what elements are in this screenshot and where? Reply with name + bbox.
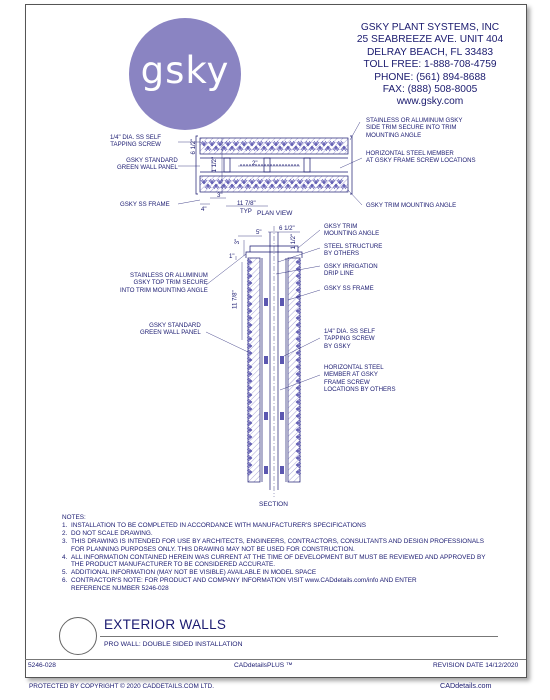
section-label-steel-member: HORIZONTAL STEEL MEMBER AT GSKY FRAME SCREW LOCATIONS BY OTHERS <box>324 364 396 393</box>
section-dim: 1 1/2" <box>290 233 298 250</box>
site-link[interactable]: CADdetails.com <box>440 681 492 690</box>
note-6: 6. CONTRACTOR'S NOTE: FOR PRODUCT AND COMPANY INFORMATION VISIT www.CADdetails.com/info AND ENTER <box>62 577 417 585</box>
copyright: PROTECTED BY COPYRIGHT © 2020 CADDETAILS.COM LTD. <box>29 683 214 690</box>
notes-heading: NOTES: <box>62 514 86 521</box>
note-1: 1. INSTALLATION TO BE COMPLETED IN ACCORDANCE WITH MANUFACTURER'S SPECIFICATIONS <box>62 521 366 529</box>
drawing-title: EXTERIOR WALLS <box>104 617 227 632</box>
plan-dim: TYP <box>240 208 252 215</box>
company-line: FAX: (888) 508-8005 <box>382 84 478 96</box>
section-view <box>206 226 320 497</box>
plan-view-caption: PLAN VIEW <box>257 210 293 217</box>
section-dim: 5" <box>256 229 262 236</box>
plan-label-side-trim: STAINLESS OR ALUMINUM GSKY SIDE TRIM SECURE INTO TRIM MOUNTING ANGLE <box>366 117 463 139</box>
section-label-frame: GSKY SS FRAME <box>324 285 374 292</box>
plan-dim: 1 1/2" <box>211 156 219 173</box>
plan-label-steel-member: HORIZONTAL STEEL MEMBER AT GSKY FRAME SCREW LOCATIONS <box>366 150 476 165</box>
section-dim: 3" <box>234 238 242 245</box>
note-2: 2. DO NOT SCALE DRAWING. <box>62 529 153 537</box>
section-label-trim-angle: GKSY TRIM MOUNTING ANGLE <box>324 223 380 238</box>
note-3-cont: FOR PLANNING PURPOSES ONLY. THIS DRAWING MAY NOT BE USED FOR CONSTRUCTION. <box>71 545 355 553</box>
company-line: TOLL FREE: 1-888-708-4759 <box>363 59 497 71</box>
company-line: PHONE: (561) 894-8688 <box>374 71 486 83</box>
plan-label-panel: GSKY STANDARD GREEN WALL PANEL <box>117 157 178 172</box>
note-5: 5. ADDITIONAL INFORMATION (MAY NOT BE VISIBLE) AVAILABLE IN MODEL SPACE <box>62 569 317 577</box>
reference-number: 5246-028 <box>28 662 56 669</box>
note-3: 3. THIS DRAWING IS INTENDED FOR USE BY ARCHITECTS, ENGINEERS, CONTRACTORS, CONSULTANTS AND DESIGN PROFESSIONALS <box>62 537 484 545</box>
section-label-panel: GSKY STANDARD GREEN WALL PANEL <box>140 322 201 337</box>
plan-view <box>178 122 362 206</box>
company-line: www.gsky.com <box>396 96 464 108</box>
plan-dim: 4" <box>201 206 207 213</box>
plan-label-trim-angle: GSKY TRIM MOUNTING ANGLE <box>366 202 457 209</box>
revision-date: REVISION DATE 14/12/2020 <box>433 662 519 669</box>
section-label-steel-structure: STEEL STRUCTURE BY OTHERS <box>324 243 383 258</box>
plan-dim: 3" <box>217 192 223 199</box>
notes <box>62 514 502 593</box>
footer-brand: CADdetailsPLUS ™ <box>234 662 293 669</box>
note-4-cont: THE PRODUCT MANUFACTURER TO BE CONSIDERED ACCURATE. <box>71 561 276 569</box>
section-label-top-trim: STAINLESS OR ALUMINUM GSKY TOP TRIM SECURE INTO TRIM MOUNTING ANGLE <box>120 272 208 294</box>
company-line: DELRAY BEACH, FL 33483 <box>366 46 494 58</box>
detail-marker-circle <box>59 617 97 655</box>
company-line: 25 SEABREEZE AVE. UNIT 404 <box>356 34 504 46</box>
section-label-screw: 1/4" DIA. SS SELF TAPPING SCREW BY GSKY <box>324 328 375 350</box>
section-label-drip-line: GSKY IRRIGATION DRIP LINE <box>324 263 378 278</box>
section-dim: 11 7/8" <box>231 290 239 309</box>
footer-divider <box>25 659 526 660</box>
section-dim: 6 1/2" <box>279 225 295 232</box>
company-line: GSKY PLANT SYSTEMS, INC <box>360 22 500 33</box>
gsky-logo: gsky <box>129 18 241 130</box>
plan-dim: 6 1/2" <box>190 138 198 155</box>
title-divider <box>100 636 498 637</box>
plan-dim: 2" <box>252 160 258 167</box>
section-caption: SECTION <box>259 501 288 508</box>
plan-dim: 11 7/8" <box>237 200 256 207</box>
plan-label-screw: 1/4" DIA. SS SELF TAPPING SCREW <box>110 134 161 149</box>
plan-label-frame: GSKY SS FRAME <box>120 201 170 208</box>
section-dim: 1" <box>229 253 235 260</box>
drawing-subtitle: PRO WALL: DOUBLE SIDED INSTALLATION <box>104 641 243 648</box>
note-4: 4. ALL INFORMATION CONTAINED HEREIN WAS CURRENT AT THE TIME OF DEVELOPMENT BUT MUST BE REVIEWED AND APPROVED BY <box>62 553 486 561</box>
note-6-cont: REFERENCE NUMBER 5246-028 <box>71 585 169 593</box>
